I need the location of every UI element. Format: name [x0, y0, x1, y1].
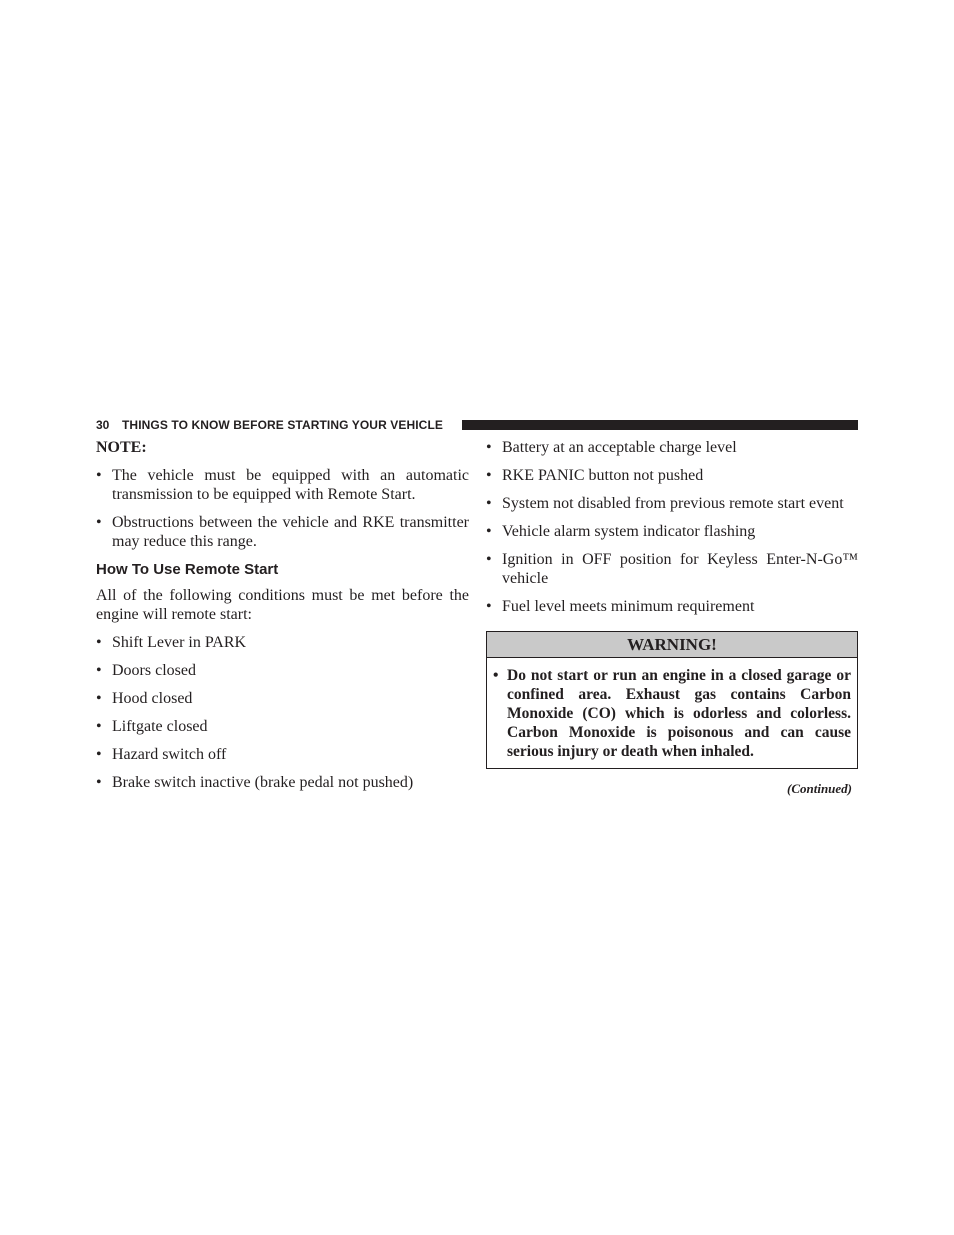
conditions-list-right: [486, 438, 858, 616]
condition-item: • RKE PANIC button not pushed: [486, 466, 858, 485]
condition-item: • Brake switch inactive (brake pedal not pushed): [96, 773, 469, 792]
condition-item: • System not disabled from previous remote start event: [486, 494, 858, 513]
warning-box: [486, 631, 858, 769]
intro-paragraph: All of the following conditions must be met before the engine will remote start:: [96, 587, 469, 623]
condition-item: • Hazard switch off: [96, 745, 469, 764]
page-header: [96, 417, 858, 433]
condition-item: • Battery at an acceptable charge level: [486, 438, 858, 457]
condition-item: • Hood closed: [96, 689, 469, 708]
note-list: [96, 466, 469, 551]
left-column: [96, 438, 469, 801]
note-label: NOTE:: [96, 439, 147, 456]
warning-list: [493, 666, 851, 761]
page-number: 30: [96, 418, 110, 432]
right-column: [486, 438, 858, 798]
warning-item: • Do not start or run an engine in a closed garage or confined area. Exhaust gas contains Carbon Monoxide (CO) which is odorless and colorless. Carbon Monoxide is poisonous and can cause serious injury or death when inhaled.: [493, 666, 851, 761]
continued-label: (Continued): [786, 781, 852, 796]
condition-item: • Liftgate closed: [96, 717, 469, 736]
section-title: THINGS TO KNOW BEFORE STARTING YOUR VEHICLE: [122, 418, 443, 432]
note-item: • Obstructions between the vehicle and RKE transmitter may reduce this range.: [96, 513, 469, 551]
condition-item: • Shift Lever in PARK: [96, 633, 469, 652]
header-rule-bar: [462, 420, 858, 430]
subheading: How To Use Remote Start: [96, 561, 279, 578]
warning-title: WARNING!: [487, 632, 857, 658]
condition-item: • Vehicle alarm system indicator flashing: [486, 522, 858, 541]
condition-item: • Ignition in OFF position for Keyless Enter-N-Go™ vehicle: [486, 550, 858, 588]
condition-item: • Fuel level meets minimum requirement: [486, 597, 858, 616]
condition-item: • Doors closed: [96, 661, 469, 680]
note-item: • The vehicle must be equipped with an automatic transmission to be equipped with Remote Start.: [96, 466, 469, 504]
conditions-list-left: [96, 633, 469, 792]
warning-body: [487, 658, 857, 768]
